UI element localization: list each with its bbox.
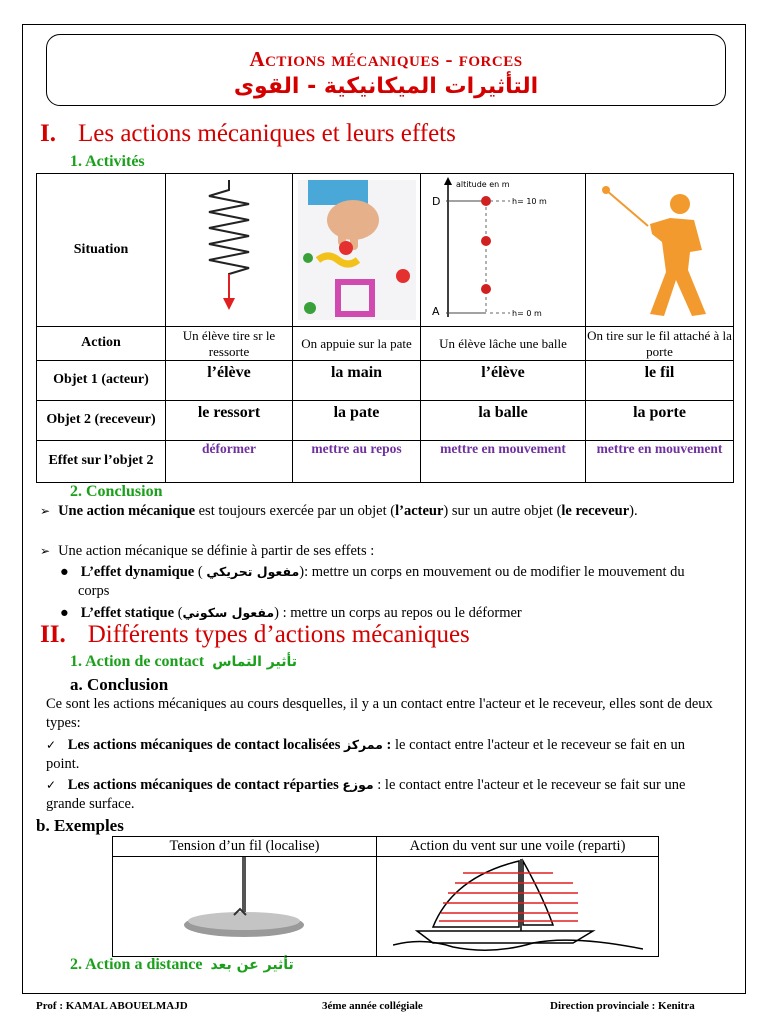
section1-title: Les actions mécaniques et leurs effets — [77, 120, 456, 147]
label-D: D — [431, 195, 440, 208]
action-2: Un élève lâche une balle — [421, 327, 586, 361]
objet2-1: la pate — [293, 401, 421, 441]
pulling-man-icon — [590, 180, 730, 320]
effet-0: déformer — [166, 441, 293, 483]
activities-table — [36, 173, 734, 483]
action-0: Un élève tire sr le ressorte — [166, 327, 293, 361]
action-3: On tire sur le fil attaché à la porte — [587, 327, 732, 359]
sailboat-icon — [393, 857, 643, 951]
example-col1: Tension d’un fil (localise) — [113, 837, 377, 857]
effet-2: mettre en mouvement — [421, 441, 586, 483]
objet1-0: l’élève — [166, 361, 293, 401]
effet-3: mettre en mouvement — [586, 441, 734, 483]
footer-direction: Direction provinciale : Kenitra — [550, 1000, 695, 1012]
conclusion1-p2: ➢ Une action mécanique se définie à partir de ses effets : — [40, 543, 375, 559]
row-header-objet1: Objet 1 (acteur) — [37, 361, 166, 401]
section1-num: I. — [40, 120, 56, 147]
objet1-3: le fil — [586, 361, 734, 401]
section2-heading — [40, 621, 470, 649]
footer-teacher: Prof : KAMAL ABOUELMAJD — [36, 1000, 188, 1012]
row-header-objet2: Objet 2 (receveur) — [37, 401, 166, 441]
section1-heading — [40, 120, 456, 148]
h-top: h= 10 m — [511, 197, 547, 206]
suspended-disc-icon — [170, 857, 320, 951]
effet-1: mettre au repos — [293, 441, 421, 483]
action-1: On appuie sur la pate — [293, 327, 421, 361]
objet2-2: la balle — [421, 401, 586, 441]
conclusion2-heading: a. Conclusion — [70, 675, 169, 694]
contact-reparties: ✓ Les actions mécaniques de contact réparties موزع : le contact entre l'acteur et le receveur se fait sur une grande surface. — [46, 777, 686, 812]
contact-heading: 1. Action de contact تأثير التماس — [70, 653, 298, 670]
h-bottom: h= 0 m — [511, 309, 542, 318]
bullet-dynamique: ● L’effet dynamique ( مفعول تحريكي): mettre un corps en mouvement ou de modifier le mouvement du corps — [60, 564, 685, 599]
title-ar: التأثيرات الميكانيكية - القوى — [233, 74, 539, 99]
example-fil-image — [113, 857, 377, 957]
situation-spring — [166, 174, 293, 327]
spring-icon — [199, 180, 259, 320]
situation-ball — [421, 174, 586, 327]
contact-localisees: ✓ Les actions mécaniques de contact localisées ممركز : le contact entre l'acteur et le receveur se fait en un point. — [46, 737, 686, 772]
conclusion1-p1: ➢ Une action mécanique est toujours exercée par un objet (l’acteur) sur un autre objet (le receveur). — [40, 503, 638, 519]
objet1-1: la main — [293, 361, 421, 401]
axis-label: altitude en m — [455, 180, 510, 189]
row-header-effet: Effet sur l’objet 2 — [37, 441, 166, 483]
example-col2: Action du vent sur une voile (reparti) — [377, 837, 659, 857]
objet1-2: l’élève — [421, 361, 586, 401]
row-header-action: Action — [37, 327, 166, 361]
exemples-heading: b. Exemples — [36, 816, 124, 835]
examples-table — [112, 836, 659, 957]
row-header-situation: Situation — [37, 174, 166, 327]
objet2-0: le ressort — [166, 401, 293, 441]
label-A: A — [431, 305, 440, 318]
hand-dough-icon — [298, 180, 416, 320]
situation-dough — [293, 174, 421, 327]
section2-title: Différents types d’actions mécaniques — [87, 621, 470, 648]
conclusion2-intro: Ce sont les actions mécaniques au cours desquelles, il y a un contact entre l'acteur et le receveur, elles sont de deux types: — [46, 696, 713, 731]
title-fr: Actions mécaniques - forces — [249, 47, 523, 71]
title-box — [46, 34, 726, 106]
example-voile-image — [377, 857, 659, 957]
activites-heading: 1. Activités — [70, 153, 145, 170]
situation-rope — [586, 174, 734, 327]
footer-level: 3éme année collégiale — [322, 1000, 423, 1012]
falling-ball-figure — [426, 177, 581, 323]
conclusion1-heading: 2. Conclusion — [70, 483, 163, 500]
bullet-statique: ● L’effet statique (مفعول سكوني) : mettre un corps au repos ou le déformer — [60, 605, 522, 621]
objet2-3: la porte — [586, 401, 734, 441]
section2-num: II. — [40, 621, 66, 648]
distance-heading: 2. Action a distance تأثير عن بعد — [70, 956, 294, 973]
